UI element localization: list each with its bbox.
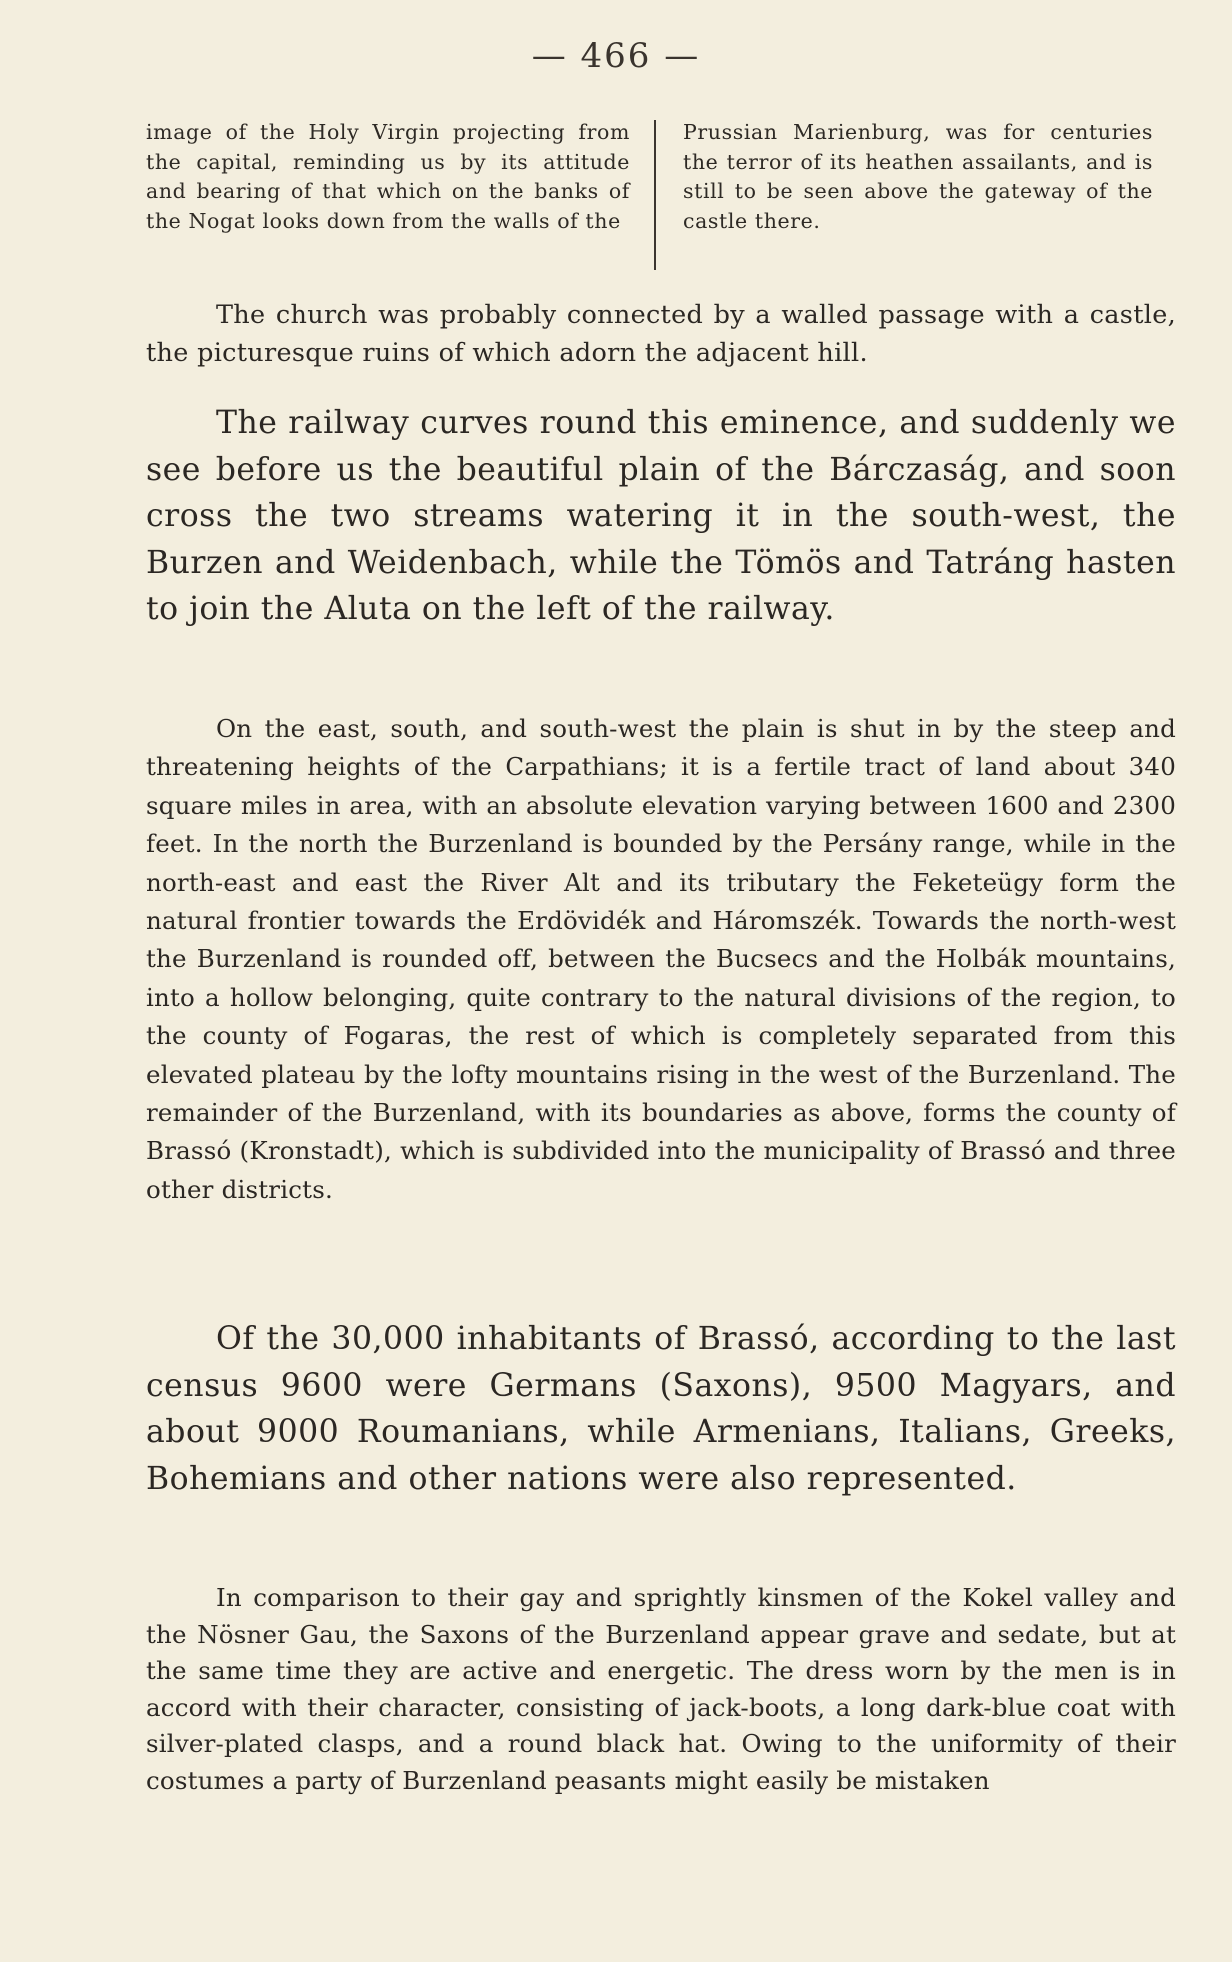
left-column-text: image of the Holy Virgin projecting from the capital, reminding us by its attitude and bearing of that which on the banks of the Nogat looks down from the walls of the bbox=[146, 120, 630, 233]
two-column-block bbox=[146, 118, 1176, 268]
page-number: — 466 — bbox=[531, 36, 701, 76]
paragraph-text: The railway curves round this eminence, and suddenly we see before us the beautiful plain of the Bárczaság, and soon cross the two streams watering it in the south-west, the Burzen and Weidenbach, while the Tömös and Tatráng hasten to join the Aluta on the left of the railway. bbox=[146, 405, 1176, 627]
paragraph-saxons bbox=[146, 1580, 1176, 1799]
column-divider bbox=[654, 120, 656, 270]
paragraph-plain bbox=[146, 710, 1176, 1209]
paragraph-text: On the east, south, and south-west the plain is shut in by the steep and threatening heights of the Carpathians; it is a fertile tract of land about 340 square miles in area, with an absolute elevation varying between 1600 and 2300 feet. In the north the Burzenland is bounded by the Persány range, while in the north-east and east the River Alt and its tributary the Feketeügy form the natural frontier towards the Erdövidék and Háromszék. Towards the north-west the Burzenland is rounded off, between the Bucsecs and the Holbák mountains, into a hollow belonging, quite contrary to the natural divisions of the region, to the county of Fogaras, the rest of which is completely separated from this elevated plateau by the lofty mountains rising in the west of the Burzenland. The remainder of the Burzenland, with its boundaries as above, forms the county of Brassó (Kronstadt), which is subdivided into the municipality of Brassó and three other districts. bbox=[146, 714, 1176, 1204]
paragraph-railway bbox=[146, 400, 1176, 633]
right-column-text: Prussian Marienburg, was for centuries the terror of its heathen assailants, and is still to be seen above the gateway of the castle there. bbox=[683, 120, 1153, 233]
paragraph-inhabitants bbox=[146, 1316, 1176, 1502]
paragraph-text: In comparison to their gay and sprightly kinsmen of the Kokel valley and the Nösner Gau, the Saxons of the Burzenland appear grave and sedate, but at the same time they are active and energetic. The dress worn by the men is in accord with their character, consisting of jack-boots, a long dark-blue coat with silver-plated clasps, and a round black hat. Owing to the uniformity of their costumes a party of Burzenland peasants might easily be mistaken bbox=[146, 1583, 1176, 1795]
paragraph-church bbox=[146, 296, 1176, 372]
paragraph-text: The church was probably connected by a walled passage with a castle, the picturesque ruins of which adorn the adjacent hill. bbox=[146, 300, 1176, 368]
paragraph-text: Of the 30,000 inhabitants of Brassó, according to the last census 9600 were Germans (Saxons), 9500 Magyars, and about 9000 Roumanians, while Armenians, Italians, Greeks, Bohemians and other nations were also represented. bbox=[146, 1321, 1176, 1497]
